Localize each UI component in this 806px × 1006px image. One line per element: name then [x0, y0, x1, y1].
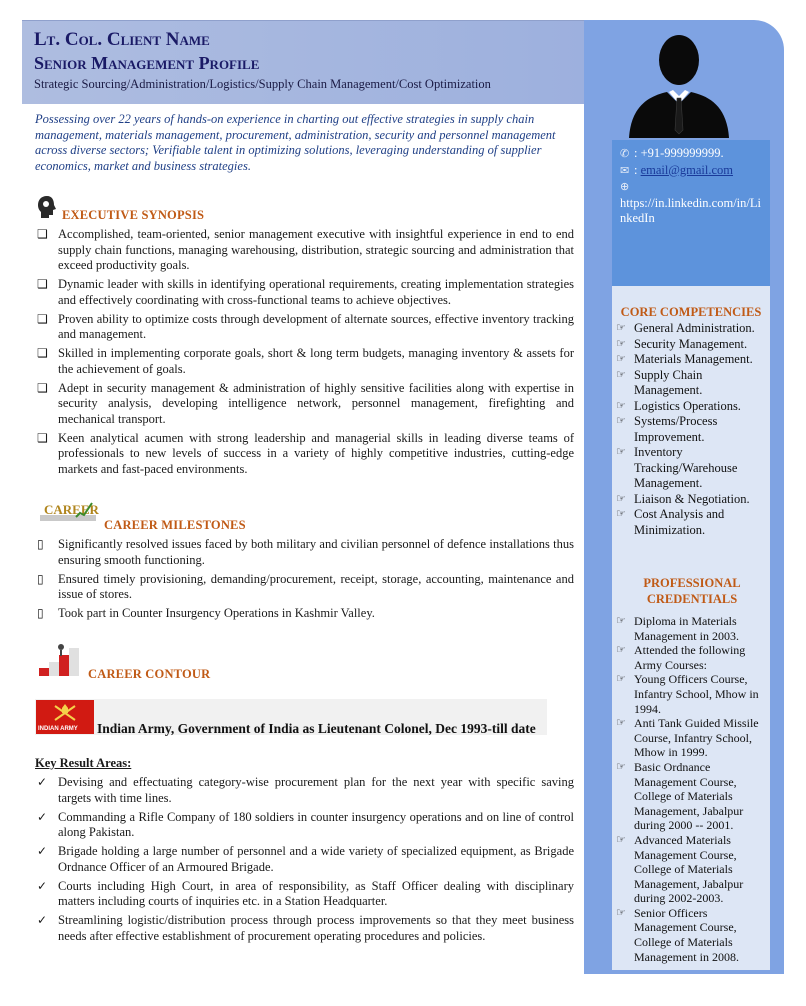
kra-item-text: Courts including High Court, in area of responsibility, as Staff Officer dealing with disciplinary matters including courts of inquiries etc. in a Station Headquarter.: [58, 878, 574, 908]
checkbox-icon: ❑: [37, 227, 48, 241]
competency-item-text: Liaison & Negotiation.: [634, 491, 750, 506]
bullet-box-icon: ▯: [37, 571, 44, 586]
credential-item-text: Young Officers Course, Infantry School, Mhow in 1994.: [634, 672, 759, 716]
email-prefix: :: [634, 162, 638, 177]
credential-item-text: Senior Officers Management Course, College of Materials Management in 2008.: [634, 905, 739, 964]
executive-synopsis-list: [35, 227, 574, 481]
core-competencies-heading: CORE COMPETENCIES: [620, 305, 762, 319]
milestone-item: [35, 606, 574, 622]
competency-item-text: Materials Management.: [634, 352, 753, 366]
synopsis-item-text: Skilled in implementing corporate goals, short & long term budgets, managing inventory & assets for the achievement of goals.: [58, 346, 574, 376]
pointing-hand-icon: ☞: [616, 833, 626, 846]
core-competencies-list: [614, 321, 766, 538]
email-icon: ✉: [620, 164, 630, 177]
pointing-hand-icon: ☞: [616, 906, 626, 919]
pointing-hand-icon: ☞: [616, 508, 626, 520]
competency-item: [614, 321, 766, 337]
executive-head-icon: [36, 195, 58, 219]
checkbox-icon: ❑: [37, 380, 48, 395]
checkbox-icon: ❑: [37, 277, 48, 291]
milestone-item: [35, 537, 574, 568]
key-result-areas-list: [35, 775, 574, 948]
synopsis-item: [35, 381, 574, 428]
pointing-hand-icon: ☞: [616, 615, 626, 627]
professional-credentials-heading: PROFESSIONAL CREDENTIALS: [643, 576, 741, 606]
milestone-item-text: Took part in Counter Insurgency Operations in Kashmir Valley.: [58, 606, 375, 620]
linkedin-icon: ⊕: [620, 181, 630, 193]
credential-item: [614, 643, 766, 672]
email-link[interactable]: email@gmail.com: [640, 162, 733, 177]
phone-icon: ✆: [620, 148, 630, 160]
pointing-hand-icon: ☞: [616, 353, 626, 365]
credential-item-text: Anti Tank Guided Missile Course, Infantry School, Mhow in 1999.: [634, 716, 759, 760]
pointing-hand-icon: ☞: [616, 368, 626, 381]
pointing-hand-icon: ☞: [616, 399, 626, 412]
synopsis-item: [35, 346, 574, 377]
synopsis-item: [35, 227, 574, 274]
competency-item: [614, 414, 766, 445]
synopsis-item-text: Accomplished, team-oriented, senior management executive with insightful experience in end to end supply chain functions, managing warehousing, distribution, strategic sourcing and administration that exceed productivity goals.: [58, 227, 574, 272]
pointing-hand-icon: ☞: [616, 415, 626, 427]
person-avatar-icon: [627, 30, 731, 138]
kra-item: [35, 810, 574, 841]
career-contour-heading: CAREER CONTOUR: [88, 667, 211, 681]
credentials-list: [614, 614, 766, 964]
checkmark-icon: ✓: [37, 913, 48, 927]
credential-item: [614, 716, 766, 760]
kra-item: [35, 844, 574, 875]
credential-item-text: Basic Ordnance Management Course, College of Materials Management, Jabalpur during 2000 -- 2001.: [634, 759, 744, 833]
kra-item-text: Commanding a Rifle Company of 180 soldiers in counter insurgency operations and on line of control along Pakistan.: [58, 809, 574, 839]
pointing-hand-icon: ☞: [616, 446, 626, 458]
contact-box: [612, 140, 770, 286]
profile-summary: Possessing over 22 years of hands-on experience in charting out effective strategies in supply chain management, materials management, procurement, administration, security and personnel management across diverse sectors; Verifiable talent in optimizing solutions, leveraging understanding of supplier economics, market and business strategies.: [35, 112, 556, 173]
synopsis-item: [35, 431, 574, 478]
key-result-areas-heading: Key Result Areas:: [35, 756, 132, 770]
career-milestones-heading: CAREER MILESTONES: [104, 518, 246, 532]
competency-item: [614, 399, 766, 415]
pointing-hand-icon: ☞: [616, 492, 626, 505]
competency-item: [614, 368, 766, 399]
bullet-box-icon: ▯: [37, 537, 44, 551]
email-row: [620, 163, 762, 180]
kra-item-text: Streamlining logistic/distribution process through process improvements so that they meet business needs after effective establishment of procurement operating procedures and policies.: [58, 913, 574, 943]
career-milestones-list: [35, 537, 574, 625]
pointing-hand-icon: ☞: [616, 673, 626, 686]
executive-synopsis-heading: EXECUTIVE SYNOPSIS: [62, 208, 205, 222]
milestone-item-text: Significantly resolved issues faced by both military and civilian personnel of defence installations thus ensuring smooth functioning.: [58, 537, 574, 567]
kra-item-text: Devising and effectuating category-wise procurement plan for the next year with specific saving targets with time lines.: [58, 775, 574, 805]
kra-item: [35, 775, 574, 806]
focus-areas: Strategic Sourcing/Administration/Logistics/Supply Chain Management/Cost Optimization: [34, 77, 491, 91]
credential-item: [614, 672, 766, 716]
indian-army-logo: [36, 700, 94, 734]
competency-item-text: Cost Analysis and Minimization.: [634, 507, 725, 537]
checkbox-icon: ❑: [37, 430, 48, 445]
career-logo-text: CAREER: [44, 502, 99, 517]
client-name: Lt. Col. Client Name: [34, 29, 210, 50]
kra-item-text: Brigade holding a large number of personnel and a wide variety of specialized equipment, as Brigade Ordnance Officer of an Armoured Brigade.: [58, 844, 574, 874]
checkmark-icon: ✓: [37, 809, 48, 824]
employer-line: Indian Army, Government of India as Lieutenant Colonel, Dec 1993-till date: [97, 721, 536, 736]
competency-item-text: Inventory Tracking/Warehouse Management.: [634, 445, 738, 490]
synopsis-item: [35, 312, 574, 343]
linkedin-row: [620, 179, 762, 196]
career-steps-icon: [37, 640, 83, 678]
credential-item: [614, 833, 766, 906]
competency-item: [614, 492, 766, 508]
linkedin-link[interactable]: https://in.linkedin.com/in/LinkedIn: [620, 195, 761, 225]
pointing-hand-icon: ☞: [616, 717, 626, 730]
checkmark-icon: ✓: [37, 775, 48, 789]
competency-item: [614, 507, 766, 538]
credential-item-text: Advanced Materials Management Course, College of Materials Management, Jabalpur during 2002-2003.: [634, 832, 744, 906]
credential-item-text: Attended the following Army Courses:: [634, 643, 746, 672]
milestone-item-text: Ensured timely provisioning, demanding/procurement, receipt, storage, accounting, maintenance and issue of stores.: [58, 571, 574, 601]
competency-item: [614, 337, 766, 353]
army-emblem-icon: [52, 703, 78, 723]
competency-item-text: Systems/Process Improvement.: [634, 414, 718, 444]
synopsis-item-text: Dynamic leader with skills in identifying operational requirements, creating implementation strategies and effectively coordinating with cross-functional teams to achieve objectives.: [58, 277, 574, 307]
synopsis-item: [35, 277, 574, 308]
kra-item: [35, 879, 574, 910]
synopsis-item-text: Proven ability to optimize costs through development of alternate sources, effective inventory tracking and management.: [58, 311, 574, 341]
pointing-hand-icon: ☞: [616, 644, 626, 657]
competency-item-text: Security Management.: [634, 336, 748, 351]
milestone-item: [35, 572, 574, 603]
competency-item-text: Supply Chain Management.: [634, 367, 703, 397]
pointing-hand-icon: ☞: [616, 322, 626, 334]
profile-title: Senior Management Profile: [34, 53, 260, 73]
phone-number: : +91-999999999.: [634, 146, 724, 160]
army-logo-text: INDIAN ARMY: [38, 726, 78, 732]
competency-item-text: General Administration.: [634, 321, 755, 335]
career-word-icon: [36, 495, 100, 525]
checkbox-icon: ❑: [37, 346, 48, 360]
checkmark-icon: ✓: [37, 844, 48, 858]
credential-item: [614, 614, 766, 643]
checkbox-icon: ❑: [37, 311, 48, 326]
synopsis-item-text: Keen analytical acumen with strong leadership and managerial skills in leading diverse teams of professionals to new levels of success in a variety of highly competitive industries, cutting-edge markets and fast-paced environments.: [58, 430, 574, 476]
pointing-hand-icon: ☞: [616, 337, 626, 350]
pointing-hand-icon: ☞: [616, 760, 626, 773]
credential-item: [614, 906, 766, 964]
header-band: [22, 20, 584, 104]
phone-row: [620, 146, 762, 163]
competency-item: [614, 445, 766, 492]
credential-item: [614, 760, 766, 833]
competency-item: [614, 352, 766, 368]
synopsis-item-text: Adept in security management & administration of highly sensitive facilities along with expertise in security analysis, developing intelligence network, personnel management, firefighting and mechanical transport.: [58, 380, 574, 426]
kra-item: [35, 913, 574, 944]
checkmark-icon: ✓: [37, 878, 48, 893]
bullet-box-icon: ▯: [37, 606, 44, 620]
credential-item-text: Diploma in Materials Management in 2003.: [634, 614, 739, 643]
competency-item-text: Logistics Operations.: [634, 398, 741, 413]
